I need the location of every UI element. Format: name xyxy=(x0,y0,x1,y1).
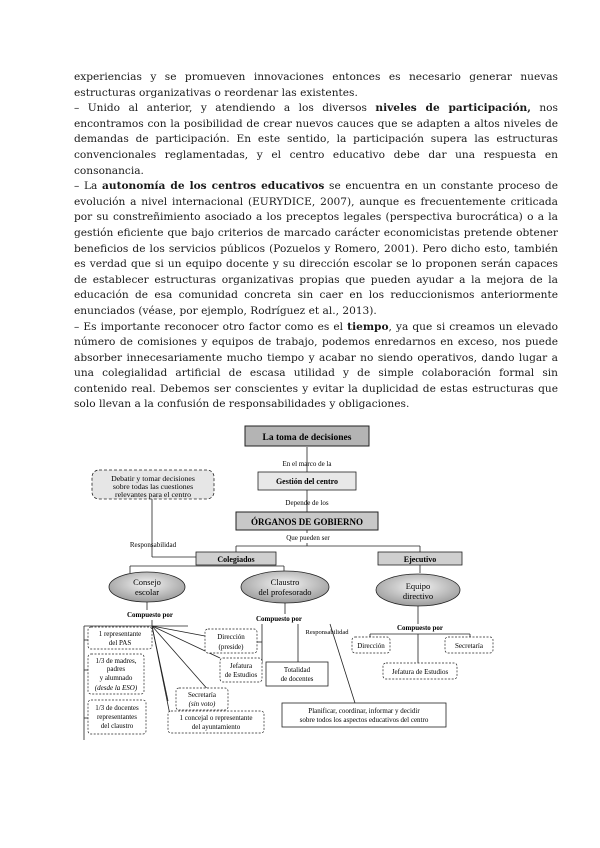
svg-text:representantes: representantes xyxy=(96,713,138,721)
organos-text: ÓRGANOS DE GOBIERNO xyxy=(250,517,364,527)
svg-text:1 representante: 1 representante xyxy=(98,630,142,638)
svg-text:Dirección: Dirección xyxy=(217,633,245,641)
svg-text:del claustro: del claustro xyxy=(100,722,134,730)
consejo-compuesto-label: Compuesto por xyxy=(126,611,174,619)
pueden-label: Que pueden ser xyxy=(286,534,330,542)
svg-text:del ayuntamiento: del ayuntamiento xyxy=(191,723,241,731)
svg-text:1/3 de madres,: 1/3 de madres, xyxy=(95,657,137,665)
svg-text:1/3 de docentes: 1/3 de docentes xyxy=(95,704,139,712)
svg-text:Totalidad: Totalidad xyxy=(283,666,311,674)
svg-text:Equipo: Equipo xyxy=(405,581,431,591)
responsabilidad-label: Responsabilidad xyxy=(129,541,177,549)
svg-text:Secretaría: Secretaría xyxy=(188,691,216,699)
svg-text:Jefatura de Estudios: Jefatura de Estudios xyxy=(391,668,449,676)
svg-text:Debatir y tomar decisiones: Debatir y tomar decisiones xyxy=(111,474,195,483)
paragraph-continuation: experiencias y se promueven innovaciones entonces es necesario generar nuevas estructuras organizativas o reordenar las existentes. xyxy=(74,71,558,99)
svg-text:Consejo: Consejo xyxy=(133,577,161,587)
svg-text:Claustro: Claustro xyxy=(270,577,300,587)
ejecutivo-text: Ejecutivo xyxy=(403,555,437,564)
svg-text:relevantes para el centro: relevantes para el centro xyxy=(115,490,191,499)
svg-text:(desde la ESO): (desde la ESO) xyxy=(94,684,138,692)
svg-text:del PAS: del PAS xyxy=(108,639,132,647)
svg-text:y alumnado: y alumnado xyxy=(99,674,133,682)
svg-text:de Estudios: de Estudios xyxy=(224,671,258,679)
svg-text:escolar: escolar xyxy=(134,587,160,597)
title-text: La toma de decisiones xyxy=(262,433,352,443)
svg-text:sobre todos los aspectos educa: sobre todos los aspectos educativos del centro xyxy=(299,716,429,724)
paragraph-tiempo: – Es importante reconocer otro factor como es el tiempo, ya que si creamos un elevado número de comisiones y equipos de trabajo, podemos enredarnos en exceso, nos puede absorber innecesariamente mucho tiempo y acabar no siendo operativos, dando lugar a una colegialidad artificial de escasa utilidad y de simple colaboración formal sin contenido real. Debemos ser conscientes y evitar la duplicidad de estas estructuras que solo llevan a la confusión de responsabilidades y obligaciones. xyxy=(74,320,558,411)
svg-text:directivo: directivo xyxy=(402,591,434,601)
svg-text:Jefatura: Jefatura xyxy=(229,662,253,670)
svg-text:de docentes: de docentes xyxy=(280,675,314,683)
svg-text:Secretaría: Secretaría xyxy=(455,642,483,650)
svg-text:padres: padres xyxy=(106,665,126,673)
gestion-text: Gestión del centro xyxy=(275,477,339,486)
svg-text:1 concejal o representante: 1 concejal o representante xyxy=(179,714,253,722)
svg-text:(preside): (preside) xyxy=(218,643,244,651)
paragraph-autonomia: – La autonomía de los centros educativos se encuentra en un constante proceso de evolución a nivel internacional (EURYDICE, 2007), aunque es frecuentemente criticada por su constreñimiento asociado a los preceptos legales (perspectiva burocrática) o a la gestión eficiente que bajo criterios de marcado carácter economicistas pretende obtener beneficios de los servicios públicos (Pozuelos y Romero, 2001). Pero dicho esto, también es verdad que si un equipo docente y su dirección escolar se lo proponen serán capaces de establecer estructuras organizativas propias que pueden ayudar a la mejora de la educación de esa comunidad concreta sin caer en los reduccionismos anteriormente enunciados (véase, por ejemplo, Rodríguez et al., 2013). xyxy=(74,180,558,317)
svg-text:Dirección: Dirección xyxy=(357,642,385,650)
equipo-compuesto-label: Compuesto por xyxy=(396,624,444,632)
svg-text:(sin voto): (sin voto) xyxy=(188,700,216,708)
claustro-compuesto-label: Compuesto por xyxy=(255,615,303,623)
claustro-responsabilidad-label: Responsabilidad xyxy=(305,629,349,636)
depende-label: Depende de los xyxy=(285,499,329,507)
marco-label: En el marco de la xyxy=(282,460,332,468)
colegiados-text: Colegiados xyxy=(217,555,255,564)
svg-text:del profesorado: del profesorado xyxy=(258,587,312,597)
svg-text:sobre todas las cuestiones: sobre todas las cuestiones xyxy=(112,482,194,491)
svg-text:Planificar, coordinar, informa: Planificar, coordinar, informar y decidir xyxy=(308,707,420,715)
paragraph-participacion: – Unido al anterior, y atendiendo a los diversos niveles de participación, nos encontramos con la posibilidad de crear nuevos cauces que se adapten a altos niveles de demandas de participación. En este sentido, la participación supera las estructuras convencionales reglamentadas, y el centro educativo debe dar una respuesta en consonancia. xyxy=(74,102,558,177)
